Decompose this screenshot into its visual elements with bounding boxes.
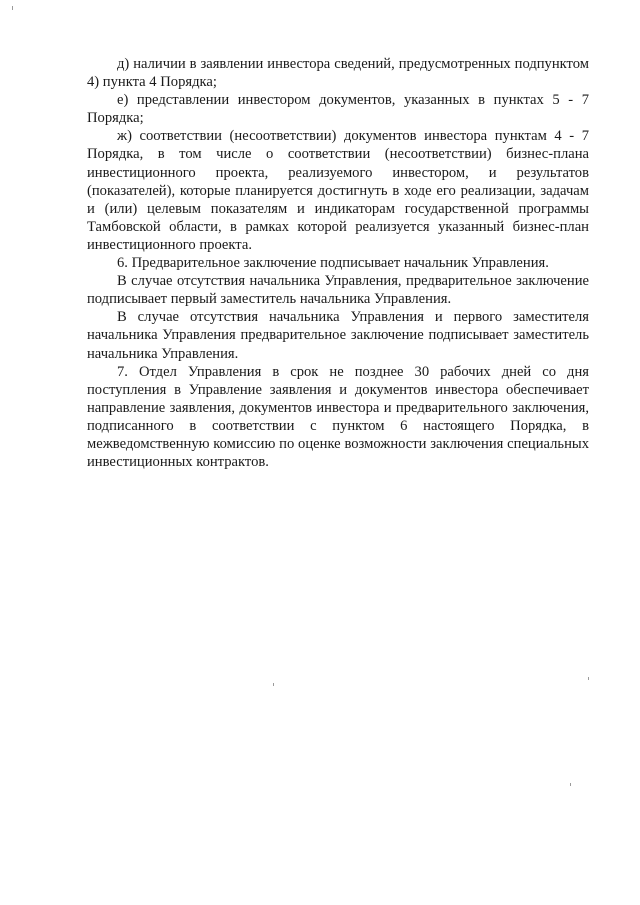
scan-speck bbox=[570, 783, 571, 786]
document-page bbox=[87, 55, 589, 471]
scan-speck bbox=[273, 683, 274, 686]
item-7: 7. Отдел Управления в срок не позднее 30 рабочих дней со дня поступления в Управление заявления и документов инвестора обеспечивает направление заявления, документов инвестора и предварительного заключения, подписанного в соответствии с пунктом 6 настоящего Порядка, в межведомственную комиссию по оценке возможности заключения специальных инвестиционных контрактов. bbox=[87, 363, 589, 471]
scan-speck bbox=[588, 677, 589, 680]
clause-e: е) представлении инвестором документов, указанных в пунктах 5 - 7 Порядка; bbox=[87, 92, 589, 127]
item-6-absence-deputy: В случае отсутствия начальника Управления и первого заместителя начальника Управления предварительное заключение подписывает заместитель начальника Управления. bbox=[87, 309, 589, 362]
clause-d: д) наличии в заявлении инвестора сведений, предусмотренных подпунктом 4) пункта 4 Порядка; bbox=[87, 56, 589, 91]
item-6-absence-head: В случае отсутствия начальника Управления, предварительное заключение подписывает первый заместитель начальника Управления. bbox=[87, 273, 589, 308]
scan-speck bbox=[12, 6, 13, 10]
item-6: 6. Предварительное заключение подписывает начальник Управления. bbox=[117, 255, 549, 272]
clause-zh: ж) соответствии (несоответствии) документов инвестора пунктам 4 - 7 Порядка, в том числе о соответствии (несоответствии) бизнес-плана инвестиционного проекта, реализуемого инвестором, и результатов (показателей), которые планируется достигнуть в ходе его реализации, задачам и (или) целевым показателям и индикаторам государственной программы Тамбовской области, в рамках которой реализуется указанный бизнес-план инвестиционного проекта. bbox=[87, 128, 589, 253]
